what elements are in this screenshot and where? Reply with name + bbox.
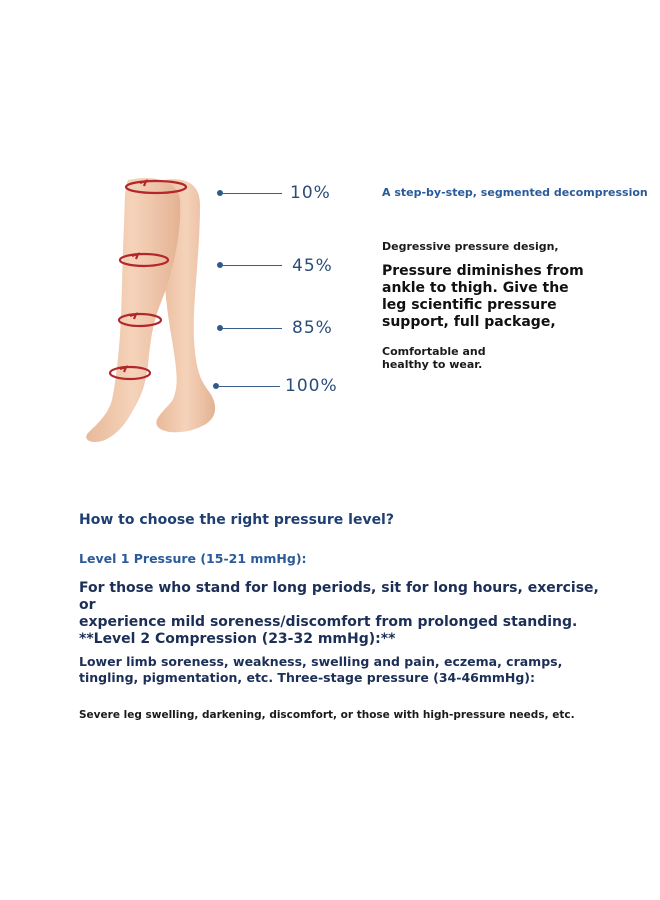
compression-stockings-illustration <box>60 165 260 475</box>
headline: A step-by-step, segmented decompression <box>382 186 648 199</box>
level-1-description <box>79 580 619 648</box>
section-title: How to choose the right pressure level? <box>79 512 394 528</box>
pressure-description <box>382 263 584 331</box>
marker-line <box>222 328 282 329</box>
pressure-label-10: 10% <box>290 183 331 203</box>
level-3-description: Severe leg swelling, darkening, discomfort, or those with high-pressure needs, etc. <box>79 709 575 721</box>
pressure-description-line: ankle to thigh. Give the <box>382 280 569 296</box>
description-line: experience mild soreness/discomfort from prolonged standing. <box>79 614 578 630</box>
description-line: Lower limb soreness, weakness, swelling and pain, eczema, cramps, <box>79 654 563 669</box>
comfort-line: Comfortable and <box>382 345 486 358</box>
pressure-description-line: support, full package, <box>382 314 556 330</box>
comfort-line: healthy to wear. <box>382 358 483 371</box>
marker-line <box>222 193 282 194</box>
pressure-description-line: leg scientific pressure <box>382 297 557 313</box>
marker-line <box>222 265 282 266</box>
level-1-heading: Level 1 Pressure (15-21 mmHg): <box>79 551 307 566</box>
level-2-heading: **Level 2 Compression (23-32 mmHg):** <box>79 631 396 647</box>
marker-line <box>218 386 280 387</box>
comfort-text <box>382 345 486 371</box>
design-line: Degressive pressure design, <box>382 240 559 253</box>
pressure-label-100: 100% <box>285 376 338 396</box>
pressure-label-45: 45% <box>292 256 333 276</box>
description-line: tingling, pigmentation, etc. Three-stage pressure (34-46mmHg): <box>79 670 536 685</box>
pressure-description-line: Pressure diminishes from <box>382 263 584 279</box>
description-line: For those who stand for long periods, sit for long hours, exercise, or <box>79 580 599 613</box>
level-2-description <box>79 654 619 686</box>
front-leg <box>86 178 180 442</box>
pressure-label-85: 85% <box>292 318 333 338</box>
